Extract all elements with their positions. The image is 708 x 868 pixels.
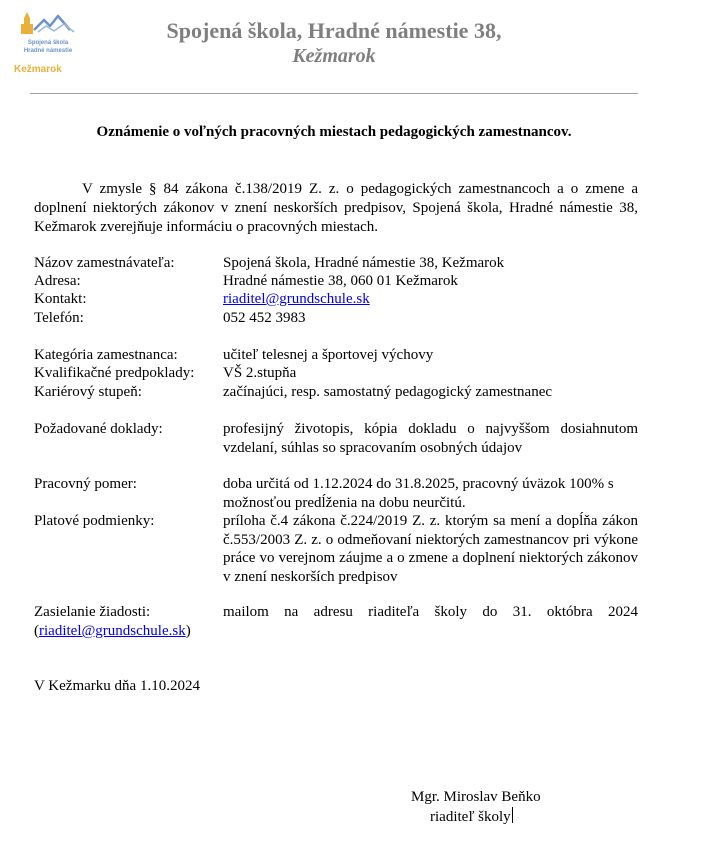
intro-paragraph: V zmysle § 84 zákona č.138/2019 Z. z. o pedagogických zamestnancoch a o zmene a doplnení niektorých zákonov v znení neskorších predpisov, Spojená škola, Hradné námestie 38, Kežmarok zverejňuje informáciu o pracovných miestach. (34, 181, 638, 235)
phone-value: 052 452 3983 (223, 310, 306, 326)
signature-role: riaditeľ školy (430, 809, 511, 825)
document-title: Oznámenie o voľných pracovných miestach pedagogických zamestnancov. (96, 124, 572, 140)
salary-value: príloha č.4 zákona č.224/2019 Z. z. ktorým sa mení a dopĺňa zákon č.553/2003 Z. z. o odmeňovaní niektorých zamestnancov pri výkone práce vo verejnom záujme a o zmene a doplnení niektorých zákonov v znení neskorších predpisov (223, 513, 638, 585)
application-value: mailom na adresu riaditeľa školy do 31. októbra 2024 (223, 604, 638, 620)
employer-name-value: Spojená škola, Hradné námestie 38, Kežmarok (223, 255, 505, 271)
application-email-link[interactable]: riaditel@grundschule.sk (39, 623, 186, 639)
qualification-value: VŠ 2.stupňa (223, 365, 297, 381)
career-value: začínajúci, resp. samostatný pedagogický zamestnanec (223, 384, 553, 400)
application-label: Zasielanie žiadosti: (34, 604, 151, 620)
phone-label: Telefón: (34, 310, 84, 326)
contact-email-link[interactable]: riaditel@grundschule.sk (223, 291, 370, 307)
employment-label: Pracovný pomer: (34, 476, 137, 492)
employer-name-label: Názov zamestnávateľa: (34, 255, 175, 271)
application-email-line: (riaditel@grundschule.sk) (34, 623, 191, 639)
employment-value: doba určitá od 1.12.2024 do 31.8.2025, pracovný úväzok 100% s možnosťou predĺženia na dobu neurčitú. (223, 476, 614, 511)
text-cursor (512, 807, 513, 823)
date-line: V Kežmarku dňa 1.10.2024 (34, 678, 200, 694)
qualification-label: Kvalifikačné predpoklady: (34, 365, 195, 381)
category-label: Kategória zamestnanca: (34, 347, 178, 363)
logo-school-name: Spojená škola (27, 40, 69, 46)
career-label: Kariérový stupeň: (34, 384, 142, 400)
letterhead-subtitle: Kežmarok (292, 45, 376, 67)
documents-label: Požadované doklady: (34, 421, 163, 437)
logo-street: Hradné námestie (23, 48, 73, 54)
salary-label: Platové podmienky: (34, 513, 155, 529)
address-value: Hradné námestie 38, 060 01 Kežmarok (223, 273, 458, 289)
header-divider (30, 93, 638, 94)
logo-city: Kežmarok (14, 64, 62, 75)
documents-value: profesijný životopis, kópia dokladu o najvyššom dosiahnutom vzdelaní, súhlas so spracovaním osobných údajov (223, 421, 638, 456)
address-label: Adresa: (34, 273, 81, 289)
category-value: učiteľ telesnej a športovej výchovy (223, 347, 434, 363)
signature-name: Mgr. Miroslav Beňko (411, 789, 541, 805)
contact-label: Kontakt: (34, 291, 87, 307)
letterhead-title: Spojená škola, Hradné námestie 38, (166, 18, 502, 43)
